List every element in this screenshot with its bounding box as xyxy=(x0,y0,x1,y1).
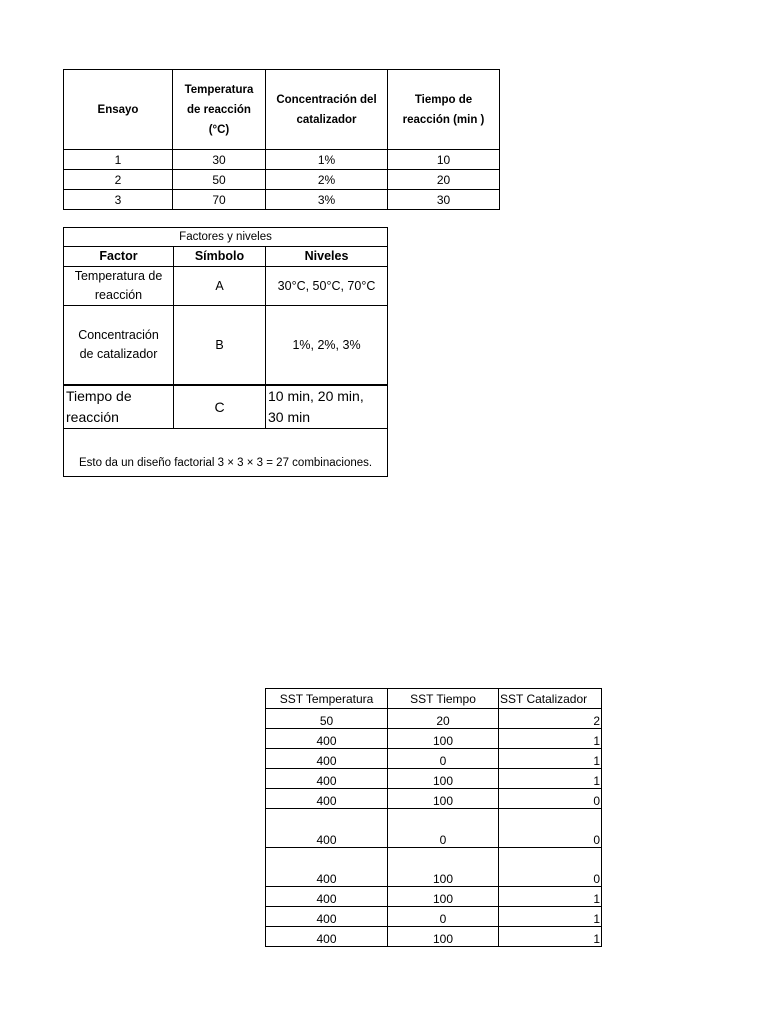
header-factor: Factor xyxy=(64,247,174,267)
cell-concentracion: 2% xyxy=(266,170,388,190)
header-sst-tiempo: SST Tiempo xyxy=(388,689,499,709)
ensayos-header-row xyxy=(64,70,500,150)
cell-sst-catalizador: 1 xyxy=(499,749,602,769)
cell-tiempo: 20 xyxy=(388,170,500,190)
table-row xyxy=(64,267,388,306)
header-simbolo: Símbolo xyxy=(174,247,266,267)
cell-sst-tiempo: 0 xyxy=(388,907,499,927)
table-row xyxy=(266,907,602,927)
cell-tiempo: 10 xyxy=(388,150,500,170)
cell-factor: Temperatura de reacción xyxy=(64,267,174,306)
cell-niveles: 30°C, 50°C, 70°C xyxy=(266,267,388,306)
cell-sst-tiempo: 0 xyxy=(388,809,499,848)
cell-temperatura: 30 xyxy=(173,150,266,170)
cell-sst-catalizador: 1 xyxy=(499,927,602,947)
cell-sst-temperatura: 400 xyxy=(266,729,388,749)
factores-caption-row xyxy=(64,228,388,247)
table-row xyxy=(64,190,500,210)
cell-simbolo: C xyxy=(174,385,266,429)
header-temperatura: Temperatura de reacción (°C) xyxy=(173,70,266,150)
header-concentracion: Concentración del catalizador xyxy=(266,70,388,150)
cell-sst-tiempo: 20 xyxy=(388,709,499,729)
cell-tiempo: 30 xyxy=(388,190,500,210)
cell-sst-catalizador: 1 xyxy=(499,729,602,749)
cell-sst-catalizador: 2 xyxy=(499,709,602,729)
cell-sst-temperatura: 400 xyxy=(266,749,388,769)
table-row xyxy=(266,769,602,789)
cell-factor: Concentración de catalizador xyxy=(64,306,174,386)
header-niveles: Niveles xyxy=(266,247,388,267)
cell-sst-catalizador: 0 xyxy=(499,809,602,848)
table-row xyxy=(266,887,602,907)
cell-simbolo: A xyxy=(174,267,266,306)
sst-header-row xyxy=(266,689,602,709)
cell-sst-catalizador: 1 xyxy=(499,887,602,907)
header-ensayo: Ensayo xyxy=(64,70,173,150)
cell-sst-tiempo: 100 xyxy=(388,729,499,749)
cell-sst-temperatura: 400 xyxy=(266,789,388,809)
cell-sst-tiempo: 100 xyxy=(388,927,499,947)
factorial-note: Esto da un diseño factorial 3 × 3 × 3 = 27 combinaciones. xyxy=(64,429,388,477)
cell-ensayo: 2 xyxy=(64,170,173,190)
table-row xyxy=(64,170,500,190)
header-tiempo: Tiempo de reacción (min ) xyxy=(388,70,500,150)
cell-simbolo: B xyxy=(174,306,266,386)
cell-sst-tiempo: 100 xyxy=(388,887,499,907)
cell-sst-catalizador: 0 xyxy=(499,848,602,887)
cell-niveles: 1%, 2%, 3% xyxy=(266,306,388,386)
sst-table xyxy=(265,688,602,947)
factores-table xyxy=(63,227,388,477)
cell-sst-temperatura: 50 xyxy=(266,709,388,729)
cell-niveles: 10 min, 20 min, 30 min xyxy=(266,385,388,429)
cell-sst-temperatura: 400 xyxy=(266,769,388,789)
cell-sst-catalizador: 1 xyxy=(499,907,602,927)
table-row xyxy=(266,848,602,887)
cell-sst-tiempo: 0 xyxy=(388,749,499,769)
cell-ensayo: 1 xyxy=(64,150,173,170)
factores-caption: Factores y niveles xyxy=(64,228,388,247)
header-sst-temperatura: SST Temperatura xyxy=(266,689,388,709)
cell-sst-catalizador: 0 xyxy=(499,789,602,809)
header-sst-catalizador: SST Catalizador xyxy=(499,689,602,709)
cell-concentracion: 1% xyxy=(266,150,388,170)
cell-sst-temperatura: 400 xyxy=(266,848,388,887)
table-row xyxy=(266,709,602,729)
cell-sst-catalizador: 1 xyxy=(499,769,602,789)
table-row xyxy=(266,789,602,809)
cell-factor: Tiempo de reacción xyxy=(64,385,174,429)
table-row xyxy=(266,809,602,848)
cell-sst-temperatura: 400 xyxy=(266,809,388,848)
table-row xyxy=(64,385,388,429)
table-row xyxy=(266,927,602,947)
ensayos-table xyxy=(63,69,500,210)
table-row xyxy=(64,150,500,170)
cell-temperatura: 50 xyxy=(173,170,266,190)
cell-concentracion: 3% xyxy=(266,190,388,210)
cell-temperatura: 70 xyxy=(173,190,266,210)
table-row xyxy=(266,729,602,749)
factores-note-row xyxy=(64,429,388,477)
cell-sst-temperatura: 400 xyxy=(266,887,388,907)
cell-sst-tiempo: 100 xyxy=(388,789,499,809)
table-row xyxy=(64,306,388,386)
cell-sst-tiempo: 100 xyxy=(388,769,499,789)
cell-sst-tiempo: 100 xyxy=(388,848,499,887)
table-row xyxy=(266,749,602,769)
cell-ensayo: 3 xyxy=(64,190,173,210)
factores-header-row xyxy=(64,247,388,267)
cell-sst-temperatura: 400 xyxy=(266,907,388,927)
cell-sst-temperatura: 400 xyxy=(266,927,388,947)
